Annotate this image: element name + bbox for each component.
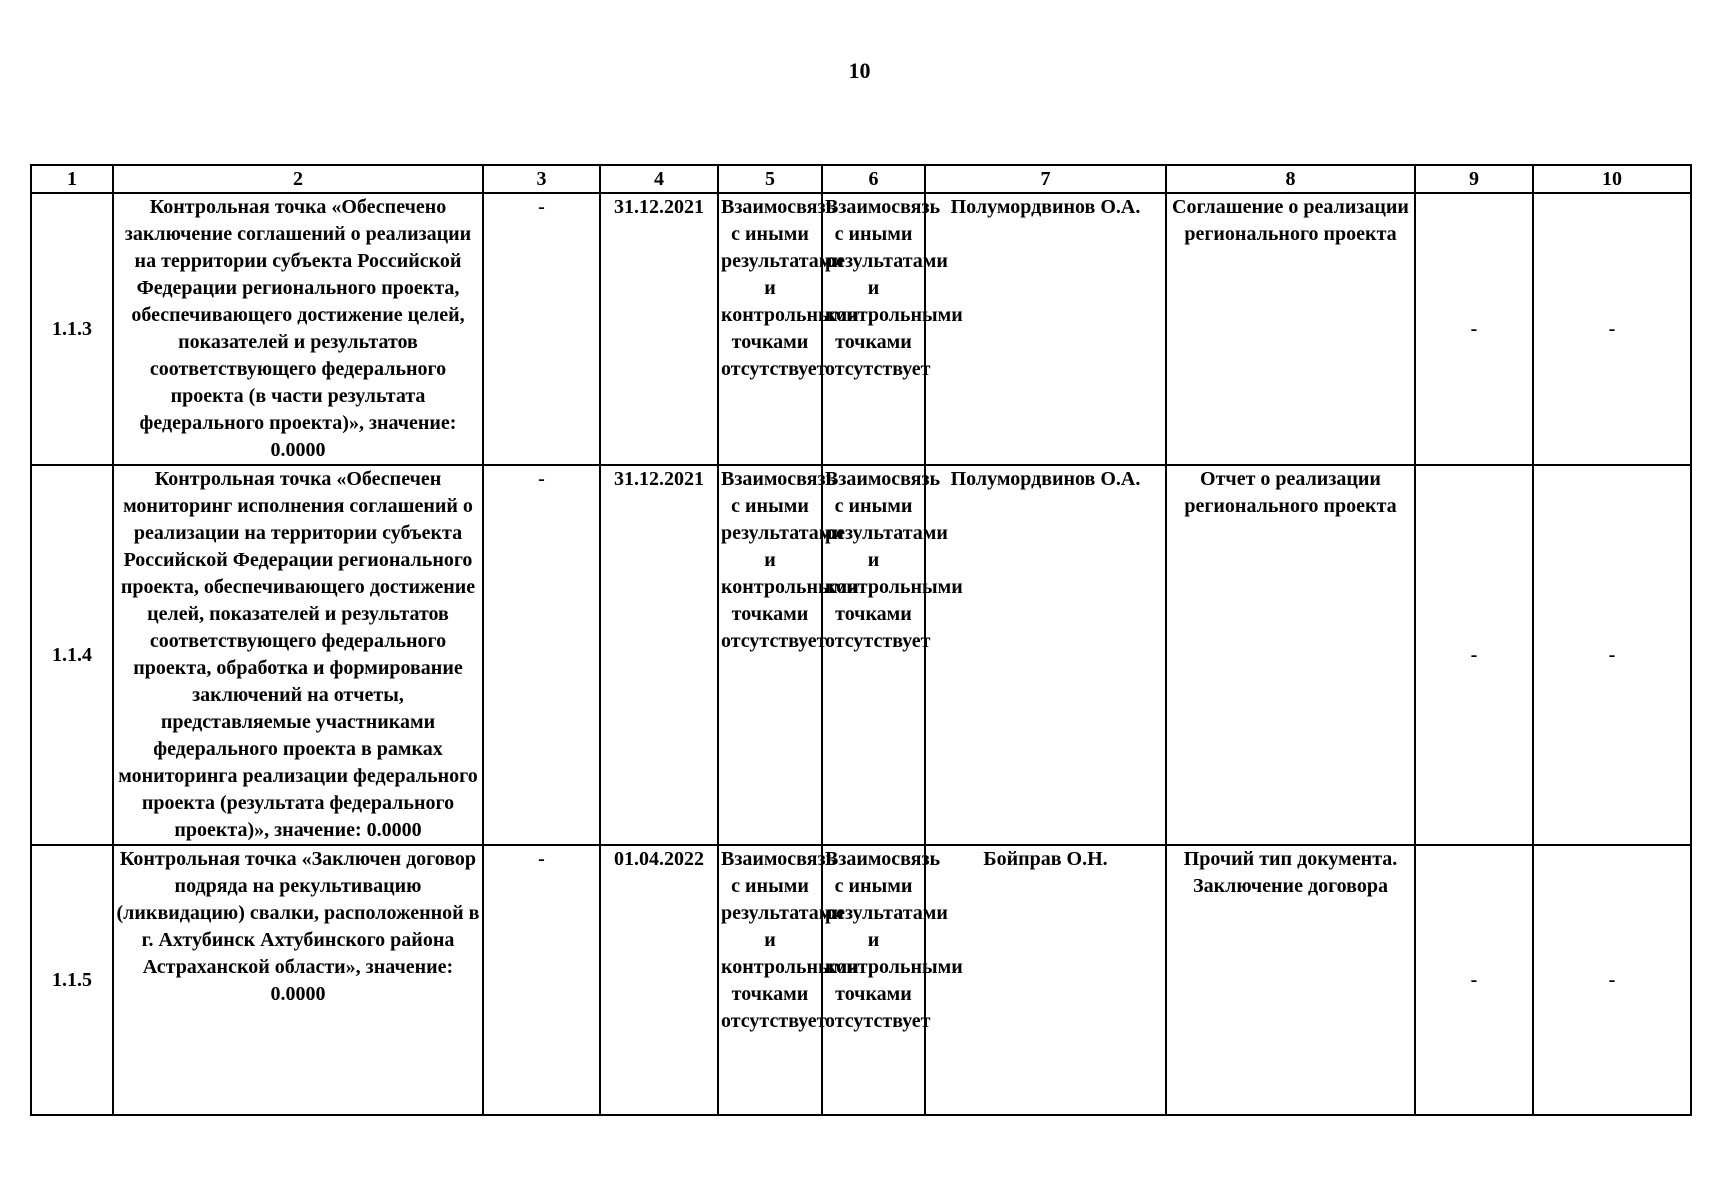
row-document: Прочий тип документа. Заключение договора (1166, 845, 1415, 1115)
header-cell-9: 9 (1415, 165, 1533, 193)
header-cell-5: 5 (718, 165, 822, 193)
header-cell-4: 4 (600, 165, 718, 193)
table-row (31, 465, 1691, 845)
row-id: 1.1.5 (31, 845, 113, 1115)
table-row (31, 193, 1691, 465)
control-points-table (30, 164, 1692, 1116)
header-cell-6: 6 (822, 165, 925, 193)
table-row (31, 845, 1691, 1115)
row-description: Контрольная точка «Обеспечено заключение соглашений о реализации на территории субъекта Российской Федерации регионального проекта, обеспечивающего достижение целей, показателей и результатов соответствующего федерального проекта (в части результата федерального проекта)», значение: 0.0000 (113, 193, 483, 465)
row-col6: Взаимосвязь с иными результатами и контрольными точками отсутствует (822, 465, 925, 845)
row-col9: - (1415, 193, 1533, 465)
row-col10: - (1533, 465, 1691, 845)
row-document: Отчет о реализации регионального проекта (1166, 465, 1415, 845)
row-col6: Взаимосвязь с иными результатами и контрольными точками отсутствует (822, 193, 925, 465)
header-cell-8: 8 (1166, 165, 1415, 193)
header-row (31, 165, 1691, 193)
row-col9: - (1415, 845, 1533, 1115)
row-col5: Взаимосвязь с иными результатами и контрольными точками отсутствует (718, 193, 822, 465)
row-col3: - (483, 193, 600, 465)
row-responsible: Бойправ О.Н. (925, 845, 1166, 1115)
row-description: Контрольная точка «Заключен договор подряда на рекультивацию (ликвидацию) свалки, расположенной в г. Ахтубинск Ахтубинского района Астраханской области», значение: 0.0000 (113, 845, 483, 1115)
row-col10: - (1533, 193, 1691, 465)
row-date: 31.12.2021 (600, 465, 718, 845)
header-cell-7: 7 (925, 165, 1166, 193)
row-responsible: Полумордвинов О.А. (925, 193, 1166, 465)
row-date: 01.04.2022 (600, 845, 718, 1115)
row-col6: Взаимосвязь с иными результатами и контрольными точками отсутствует (822, 845, 925, 1115)
row-col5: Взаимосвязь с иными результатами и контрольными точками отсутствует (718, 465, 822, 845)
row-col3: - (483, 465, 600, 845)
header-cell-2: 2 (113, 165, 483, 193)
row-id: 1.1.4 (31, 465, 113, 845)
row-col3: - (483, 845, 600, 1115)
page-number: 10 (848, 58, 871, 83)
header-cell-10: 10 (1533, 165, 1691, 193)
row-document: Соглашение о реализации регионального проекта (1166, 193, 1415, 465)
row-col5: Взаимосвязь с иными результатами и контрольными точками отсутствует (718, 845, 822, 1115)
row-date: 31.12.2021 (600, 193, 718, 465)
row-responsible: Полумордвинов О.А. (925, 465, 1166, 845)
row-col9: - (1415, 465, 1533, 845)
row-col10: - (1533, 845, 1691, 1115)
header-cell-3: 3 (483, 165, 600, 193)
row-id: 1.1.3 (31, 193, 113, 465)
header-cell-1: 1 (31, 165, 113, 193)
row-description: Контрольная точка «Обеспечен мониторинг исполнения соглашений о реализации на территории субъекта Российской Федерации регионального проекта, обеспечивающего достижение целей, показателей и результатов соответствующего федерального проекта, обработка и формирование заключений на отчеты, представляемые участниками федерального проекта в рамках мониторинга реализации федерального проекта (результата федерального проекта)», значение: 0.0000 (113, 465, 483, 845)
